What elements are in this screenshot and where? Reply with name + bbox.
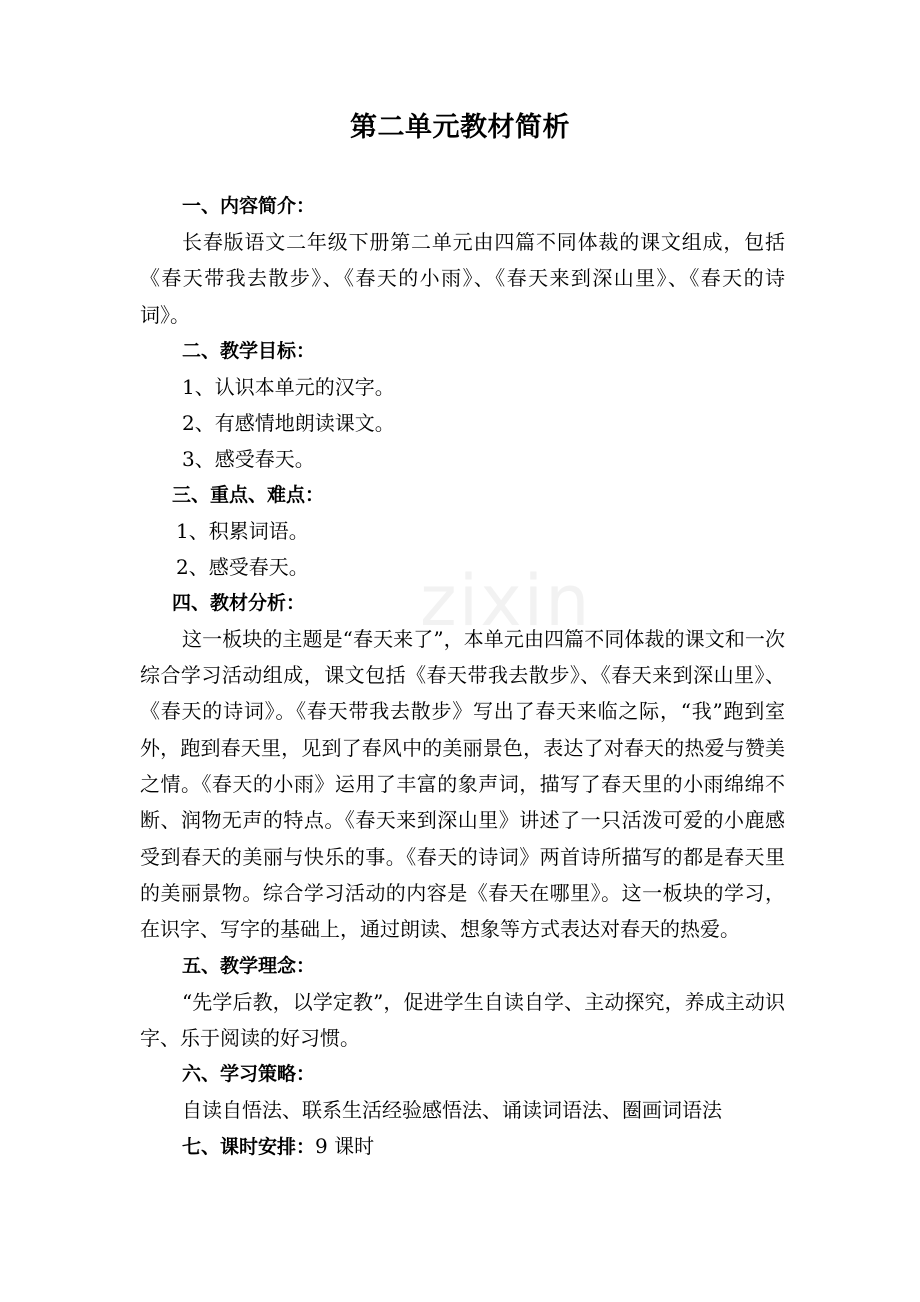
class-schedule-label: 七、课时安排： bbox=[182, 1136, 316, 1159]
key-point-item: 1、积累词语。 bbox=[176, 518, 309, 543]
class-schedule-value: 9 课时 bbox=[315, 1134, 375, 1159]
teaching-goal-item: 3、感受春天。 bbox=[182, 446, 315, 471]
page-title: 第二单元教材简析 bbox=[350, 112, 570, 143]
teaching-philosophy-paragraph: “先学后教，以学定教”，促进学生自读自学、主动探究，养成主动识字、乐于阅读的好习惯。 bbox=[140, 989, 785, 1050]
material-analysis-paragraph: 这一板块的主题是“春天来了”，本单元由四篇不同体裁的课文和一次综合学习活动组成，课文包括《春天带我去散步》、《春天来到深山里》、《春天的诗词》。《春天带我去散步》写出了春天来临之际，“我”跑到室外，跑到春天里，见到了春风中的美丽景色，表达了对春天的热爱与赞美之情。《春天的小雨》运用了丰富的象声词，描写了春天里的小雨绵绵不断、润物无声的特点。《春天来到深山里》讲述了一只活泼可爱的小鹿感受到春天的美丽与快乐的事。《春天的诗词》两首诗所描写的都是春天里的美丽景物。综合学习活动的内容是《春天在哪里》。这一板块的学习，在识字、写字的基础上，通过朗读、想象等方式表达对春天的热爱。 bbox=[140, 626, 785, 942]
learning-strategy-text: 自读自悟法、联系生活经验感悟法、诵读词语法、圈画词语法 bbox=[182, 1098, 722, 1123]
section-heading-learning-strategy: 六、学习策略： bbox=[182, 1063, 316, 1086]
section-heading-teaching-philosophy: 五、教学理念： bbox=[182, 954, 316, 977]
key-point-item: 2、感受春天。 bbox=[176, 554, 309, 579]
section-heading-content-intro: 一、内容简介： bbox=[182, 195, 316, 217]
section-heading-material-analysis: 四、教材分析： bbox=[172, 591, 306, 614]
teaching-goal-item: 1、认识本单元的汉字。 bbox=[182, 374, 395, 399]
document-body bbox=[140, 188, 785, 1165]
content-intro-paragraph: 长春版语文二年级下册第二单元由四篇不同体裁的课文组成，包括《春天带我去散步》、《春天的小雨》、《春天来到深山里》、《春天的诗词》。 bbox=[140, 230, 785, 327]
section-heading-class-schedule bbox=[140, 1128, 785, 1165]
teaching-goal-item: 2、有感情地朗读课文。 bbox=[182, 410, 395, 435]
section-heading-key-points: 三、重点、难点： bbox=[172, 483, 325, 506]
section-heading-teaching-goals: 二、教学目标： bbox=[182, 339, 316, 362]
watermark-text: zixin bbox=[420, 560, 592, 642]
